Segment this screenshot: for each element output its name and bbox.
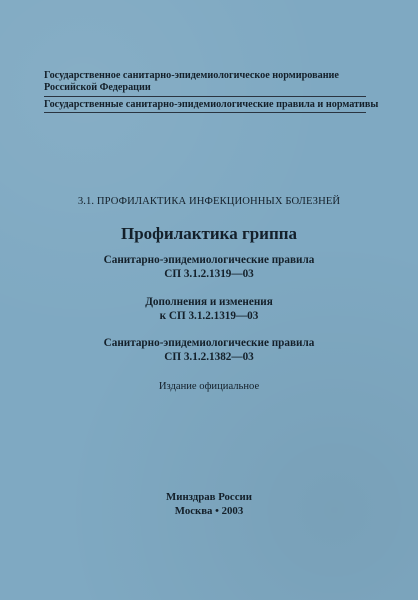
header-divider-bottom xyxy=(44,112,366,113)
rules2-name: Санитарно-эпидемиологические правила xyxy=(103,337,315,349)
amendments-block xyxy=(0,296,418,323)
rules-name: Санитарно-эпидемиологические правила xyxy=(103,254,315,266)
section-heading: 3.1. ПРОФИЛАКТИКА ИНФЕКЦИОННЫХ БОЛЕЗНЕЙ xyxy=(77,196,341,207)
rules-code: СП 3.1.2.1319—03 xyxy=(164,267,254,280)
amendments-name: Дополнения и изменения xyxy=(145,296,273,308)
edition-label: Издание официальное xyxy=(158,381,260,392)
header-divider-top xyxy=(44,96,366,97)
header-series-title: Государственные санитарно-эпидемиологические правила и нормативы xyxy=(44,99,379,110)
rules2-code: СП 3.1.2.1382—03 xyxy=(164,350,254,363)
document-title: Профилактика гриппа xyxy=(120,224,298,243)
publisher-name: Минздрав России xyxy=(166,491,252,503)
amendments-code: к СП 3.1.2.1319—03 xyxy=(159,309,259,322)
rules2-block xyxy=(0,337,418,364)
publisher-place-year: Москва • 2003 xyxy=(174,504,244,517)
publisher-block xyxy=(0,491,418,518)
rules-block xyxy=(0,254,418,281)
header-authority-line2: Российской Федерации xyxy=(44,82,151,93)
header-block xyxy=(44,70,384,115)
header-authority-line1: Государственное санитарно-эпидемиологическое нормирование xyxy=(44,70,339,81)
